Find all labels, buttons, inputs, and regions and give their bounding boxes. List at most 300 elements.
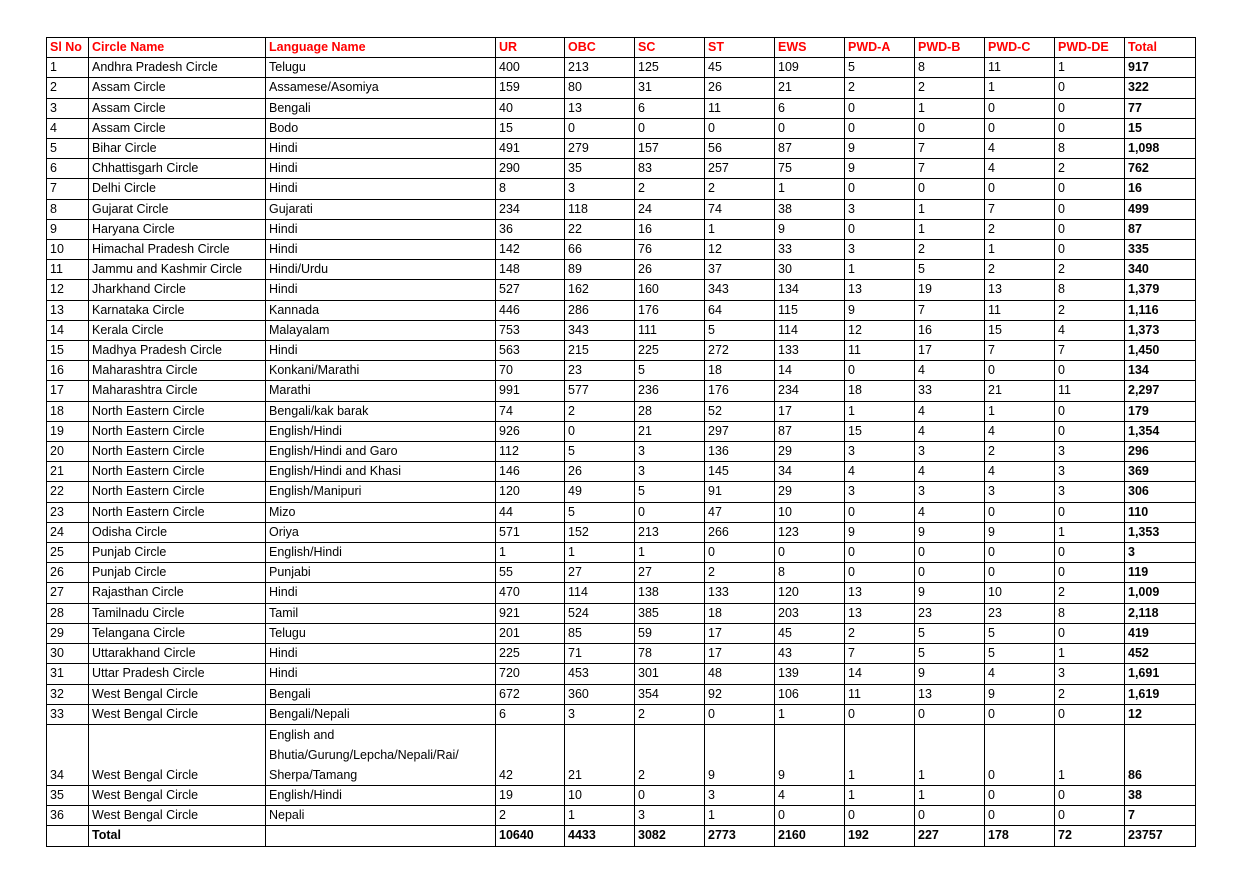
table-cell: 16	[635, 219, 705, 239]
table-cell: 3	[705, 785, 775, 805]
table-cell: 225	[496, 644, 565, 664]
table-cell: 21	[47, 462, 89, 482]
table-cell: 1,379	[1125, 280, 1196, 300]
table-cell: Haryana Circle	[89, 219, 266, 239]
table-cell: 3	[985, 482, 1055, 502]
table-cell: Chhattisgarh Circle	[89, 159, 266, 179]
table-cell: 7	[1125, 806, 1196, 826]
table-cell: 12	[47, 280, 89, 300]
table-cell: 146	[496, 462, 565, 482]
table-cell: 59	[635, 623, 705, 643]
table-cell: 11	[985, 58, 1055, 78]
table-cell: Konkani/Marathi	[266, 361, 496, 381]
table-cell: 7	[915, 139, 985, 159]
table-cell: 1	[775, 179, 845, 199]
table-cell: Madhya Pradesh Circle	[89, 341, 266, 361]
table-cell: 1	[915, 724, 985, 785]
table-cell: 9	[845, 139, 915, 159]
table-cell: 20	[47, 442, 89, 462]
table-cell: North Eastern Circle	[89, 462, 266, 482]
table-cell: 9	[845, 159, 915, 179]
table-cell: 120	[775, 583, 845, 603]
table-cell: 0	[915, 563, 985, 583]
table-cell: 139	[775, 664, 845, 684]
table-cell: 1	[496, 543, 565, 563]
table-cell: 0	[1055, 543, 1125, 563]
table-cell: 134	[775, 280, 845, 300]
table-cell: 201	[496, 623, 565, 643]
table-row	[47, 320, 1196, 340]
table-cell: 14	[47, 320, 89, 340]
table-cell: Malayalam	[266, 320, 496, 340]
table-header-row	[47, 38, 1196, 58]
table-cell: 21	[635, 421, 705, 441]
table-cell: North Eastern Circle	[89, 401, 266, 421]
table-cell: 0	[1055, 240, 1125, 260]
table-cell: West Bengal Circle	[89, 806, 266, 826]
table-cell: 47	[705, 502, 775, 522]
table-cell: 4	[1055, 320, 1125, 340]
table-cell: 215	[565, 341, 635, 361]
table-cell: 15	[985, 320, 1055, 340]
table-cell: 0	[845, 806, 915, 826]
table-cell: 30	[775, 260, 845, 280]
table-cell: 0	[985, 502, 1055, 522]
table-cell: Tamilnadu Circle	[89, 603, 266, 623]
table-cell: 0	[915, 704, 985, 724]
table-cell: 7	[845, 644, 915, 664]
table-cell: 44	[496, 502, 565, 522]
table-cell: 49	[565, 482, 635, 502]
table-cell: 17	[705, 644, 775, 664]
table-cell: Hindi	[266, 179, 496, 199]
table-cell: Karnataka Circle	[89, 300, 266, 320]
table-cell: 753	[496, 320, 565, 340]
table-cell: 18	[705, 361, 775, 381]
table-cell: 66	[565, 240, 635, 260]
table-cell: 5	[915, 644, 985, 664]
total-cell: 227	[915, 826, 985, 846]
table-cell: 89	[565, 260, 635, 280]
table-cell: 4	[47, 118, 89, 138]
table-cell: 3	[635, 442, 705, 462]
table-cell: 3	[635, 462, 705, 482]
table-cell: 27	[565, 563, 635, 583]
table-cell: 4	[915, 462, 985, 482]
table-cell: 0	[1055, 361, 1125, 381]
table-cell: 4	[915, 401, 985, 421]
table-cell: 1,373	[1125, 320, 1196, 340]
table-cell: 400	[496, 58, 565, 78]
table-cell: Bengali/Nepali	[266, 704, 496, 724]
table-cell: Gujarat Circle	[89, 199, 266, 219]
column-header: PWD-B	[915, 38, 985, 58]
table-cell: Bodo	[266, 118, 496, 138]
table-cell: Hindi	[266, 583, 496, 603]
table-row	[47, 623, 1196, 643]
table-cell: 9	[915, 522, 985, 542]
table-cell: English/Hindi	[266, 543, 496, 563]
table-cell: 4	[845, 462, 915, 482]
table-cell: 29	[775, 442, 845, 462]
total-cell: Total	[89, 826, 266, 846]
table-cell: 11	[705, 98, 775, 118]
table-row	[47, 704, 1196, 724]
total-cell: 72	[1055, 826, 1125, 846]
table-cell: 19	[47, 421, 89, 441]
table-row	[47, 401, 1196, 421]
table-cell: 14	[845, 664, 915, 684]
table-cell: 4	[915, 502, 985, 522]
table-cell: 0	[845, 563, 915, 583]
table-cell: 343	[705, 280, 775, 300]
table-cell: 234	[775, 381, 845, 401]
table-cell: West Bengal Circle	[89, 684, 266, 704]
table-cell: 11	[845, 684, 915, 704]
table-cell: Kannada	[266, 300, 496, 320]
table-cell: 26	[705, 78, 775, 98]
table-cell: Hindi	[266, 240, 496, 260]
table-cell: 7	[1055, 341, 1125, 361]
total-cell	[266, 826, 496, 846]
table-cell: 3	[1125, 543, 1196, 563]
table-cell: 1	[1055, 644, 1125, 664]
table-cell: 385	[635, 603, 705, 623]
table-cell: Himachal Pradesh Circle	[89, 240, 266, 260]
table-cell: 9	[775, 219, 845, 239]
table-cell: 0	[845, 98, 915, 118]
table-cell: 35	[47, 785, 89, 805]
table-cell: 2	[1055, 300, 1125, 320]
table-cell: 159	[496, 78, 565, 98]
table-cell: 343	[565, 320, 635, 340]
table-cell: 9	[47, 219, 89, 239]
table-cell: Punjab Circle	[89, 543, 266, 563]
table-cell: 26	[47, 563, 89, 583]
table-cell: 3	[845, 482, 915, 502]
table-cell: 7	[915, 159, 985, 179]
table-cell: 1	[565, 806, 635, 826]
table-cell: 92	[705, 684, 775, 704]
table-cell: 26	[635, 260, 705, 280]
table-cell: Assam Circle	[89, 98, 266, 118]
table-cell: 0	[1055, 401, 1125, 421]
table-cell: 119	[1125, 563, 1196, 583]
table-cell: Hindi	[266, 341, 496, 361]
table-cell: 0	[635, 785, 705, 805]
table-row	[47, 98, 1196, 118]
table-cell: 1,619	[1125, 684, 1196, 704]
table-cell: Hindi	[266, 159, 496, 179]
column-header: UR	[496, 38, 565, 58]
table-cell: 87	[1125, 219, 1196, 239]
table-cell: 18	[845, 381, 915, 401]
table-cell: 106	[775, 684, 845, 704]
table-cell: 0	[915, 806, 985, 826]
table-cell: 35	[565, 159, 635, 179]
table-cell: 0	[1055, 623, 1125, 643]
table-cell: 15	[496, 118, 565, 138]
table-cell: Maharashtra Circle	[89, 381, 266, 401]
table-cell: 8	[496, 179, 565, 199]
table-cell: 0	[565, 118, 635, 138]
table-cell: 29	[775, 482, 845, 502]
table-row	[47, 58, 1196, 78]
vacancy-table	[46, 37, 1196, 847]
total-cell: 23757	[1125, 826, 1196, 846]
table-cell: 322	[1125, 78, 1196, 98]
table-cell: 2	[845, 78, 915, 98]
table-cell: 0	[1055, 563, 1125, 583]
table-cell: 0	[845, 502, 915, 522]
table-cell: 0	[985, 98, 1055, 118]
table-cell: 203	[775, 603, 845, 623]
table-cell: 2,118	[1125, 603, 1196, 623]
table-cell: 1,353	[1125, 522, 1196, 542]
table-cell: 118	[565, 199, 635, 219]
table-cell: 1	[1055, 58, 1125, 78]
table-cell: 13	[47, 300, 89, 320]
table-cell: 0	[985, 563, 1055, 583]
table-cell: 7	[985, 341, 1055, 361]
table-cell: 11	[845, 341, 915, 361]
table-cell: 2	[1055, 583, 1125, 603]
table-cell: 0	[1055, 98, 1125, 118]
table-cell: 419	[1125, 623, 1196, 643]
table-cell: 1	[1055, 724, 1125, 785]
table-cell: 0	[845, 361, 915, 381]
table-cell: 1	[1055, 522, 1125, 542]
table-cell: 0	[1055, 785, 1125, 805]
table-row	[47, 240, 1196, 260]
table-cell: 1	[705, 806, 775, 826]
table-cell: 78	[635, 644, 705, 664]
vacancy-table-container	[46, 37, 1195, 847]
table-row	[47, 300, 1196, 320]
table-cell: 3	[1055, 442, 1125, 462]
table-cell: 152	[565, 522, 635, 542]
table-cell: 335	[1125, 240, 1196, 260]
column-header: SC	[635, 38, 705, 58]
table-row	[47, 724, 1196, 785]
table-cell: 6	[496, 704, 565, 724]
table-cell: 3	[47, 98, 89, 118]
table-cell: Marathi	[266, 381, 496, 401]
table-cell: 0	[985, 785, 1055, 805]
column-header: EWS	[775, 38, 845, 58]
table-cell: 21	[985, 381, 1055, 401]
table-cell: 340	[1125, 260, 1196, 280]
table-cell: 5	[915, 260, 985, 280]
table-cell: 10	[47, 240, 89, 260]
table-row	[47, 462, 1196, 482]
table-cell: 672	[496, 684, 565, 704]
table-cell: 1,116	[1125, 300, 1196, 320]
table-cell: 297	[705, 421, 775, 441]
table-row	[47, 219, 1196, 239]
table-cell: 16	[1125, 179, 1196, 199]
table-cell: 8	[775, 563, 845, 583]
table-cell: West Bengal Circle	[89, 724, 266, 785]
table-cell: 0	[985, 704, 1055, 724]
table-cell: 5	[635, 482, 705, 502]
table-cell: English/Hindi and Garo	[266, 442, 496, 462]
table-cell: 4	[985, 159, 1055, 179]
table-cell: 236	[635, 381, 705, 401]
table-cell: 2	[1055, 260, 1125, 280]
table-cell: English/Hindi	[266, 785, 496, 805]
table-cell: 1	[915, 219, 985, 239]
table-cell: 13	[845, 583, 915, 603]
table-cell: 24	[635, 199, 705, 219]
table-cell: 0	[985, 179, 1055, 199]
table-cell: 266	[705, 522, 775, 542]
table-cell: 160	[635, 280, 705, 300]
table-cell: 6	[47, 159, 89, 179]
table-cell: 80	[565, 78, 635, 98]
table-cell: 24	[47, 522, 89, 542]
table-cell: 9	[845, 300, 915, 320]
table-cell: 22	[565, 219, 635, 239]
table-cell: 0	[775, 806, 845, 826]
table-cell: 4	[985, 664, 1055, 684]
table-cell: 0	[915, 118, 985, 138]
table-cell: 2	[915, 240, 985, 260]
table-cell: 77	[1125, 98, 1196, 118]
table-cell: 43	[775, 644, 845, 664]
table-cell: 0	[1055, 704, 1125, 724]
table-cell: 921	[496, 603, 565, 623]
table-cell: 7	[47, 179, 89, 199]
table-cell: 296	[1125, 442, 1196, 462]
table-cell: 3	[1055, 664, 1125, 684]
table-row	[47, 280, 1196, 300]
total-cell: 2773	[705, 826, 775, 846]
table-cell: 491	[496, 139, 565, 159]
table-cell: 0	[775, 118, 845, 138]
table-cell: Telugu	[266, 623, 496, 643]
table-cell: 9	[915, 664, 985, 684]
total-cell	[47, 826, 89, 846]
table-row	[47, 421, 1196, 441]
table-cell: 1,354	[1125, 421, 1196, 441]
table-cell: 91	[705, 482, 775, 502]
table-cell: 0	[705, 543, 775, 563]
table-cell: 17	[705, 623, 775, 643]
table-cell: 5	[565, 442, 635, 462]
table-cell: 9	[985, 684, 1055, 704]
table-cell: 162	[565, 280, 635, 300]
table-cell: 52	[705, 401, 775, 421]
table-cell: 3	[565, 179, 635, 199]
table-cell: 1,009	[1125, 583, 1196, 603]
table-cell: Tamil	[266, 603, 496, 623]
table-row	[47, 603, 1196, 623]
table-row	[47, 260, 1196, 280]
table-cell: 87	[775, 139, 845, 159]
table-cell: 0	[845, 704, 915, 724]
table-cell: 354	[635, 684, 705, 704]
table-cell: 13	[915, 684, 985, 704]
table-cell: 2	[496, 806, 565, 826]
table-cell: 17	[775, 401, 845, 421]
total-cell: 2160	[775, 826, 845, 846]
table-cell: 30	[47, 644, 89, 664]
table-row	[47, 563, 1196, 583]
table-cell: 0	[565, 421, 635, 441]
table-cell: Hindi	[266, 644, 496, 664]
table-cell: 36	[496, 219, 565, 239]
table-cell: 3	[845, 240, 915, 260]
table-cell: 112	[496, 442, 565, 462]
table-cell: Bengali	[266, 684, 496, 704]
table-cell: Telugu	[266, 58, 496, 78]
table-cell: 37	[705, 260, 775, 280]
table-cell: 1	[635, 543, 705, 563]
table-cell: 0	[1055, 78, 1125, 98]
table-cell: 76	[635, 240, 705, 260]
table-cell: 17	[915, 341, 985, 361]
table-cell: 10	[985, 583, 1055, 603]
table-cell: 26	[565, 462, 635, 482]
table-cell: 1	[915, 785, 985, 805]
table-cell: 114	[775, 320, 845, 340]
table-cell: 234	[496, 199, 565, 219]
table-cell: 38	[775, 199, 845, 219]
table-cell: North Eastern Circle	[89, 502, 266, 522]
table-cell: 48	[705, 664, 775, 684]
table-cell: 369	[1125, 462, 1196, 482]
table-cell: Bengali	[266, 98, 496, 118]
table-cell: 138	[635, 583, 705, 603]
table-cell: 31	[635, 78, 705, 98]
table-cell: 176	[705, 381, 775, 401]
table-cell: English and Bhutia/Gurung/Lepcha/Nepali/Rai/ Sherpa/Tamang	[266, 724, 496, 785]
table-cell: Andhra Pradesh Circle	[89, 58, 266, 78]
table-cell: 3	[635, 806, 705, 826]
table-cell: 74	[496, 401, 565, 421]
table-cell: 0	[1055, 421, 1125, 441]
table-cell: 10	[565, 785, 635, 805]
table-cell: 17	[47, 381, 89, 401]
table-cell: 14	[775, 361, 845, 381]
table-cell: 9	[915, 583, 985, 603]
table-cell: 16	[47, 361, 89, 381]
table-cell: 1	[845, 785, 915, 805]
table-cell: 27	[635, 563, 705, 583]
table-cell: Assam Circle	[89, 78, 266, 98]
table-cell: 134	[1125, 361, 1196, 381]
table-row	[47, 664, 1196, 684]
table-cell: 0	[1055, 806, 1125, 826]
table-cell: 4	[915, 361, 985, 381]
table-cell: 2	[565, 401, 635, 421]
table-cell: 926	[496, 421, 565, 441]
table-cell: 27	[47, 583, 89, 603]
table-cell: 18	[705, 603, 775, 623]
table-row	[47, 583, 1196, 603]
table-cell: West Bengal Circle	[89, 704, 266, 724]
table-cell: 2,297	[1125, 381, 1196, 401]
table-cell: 3	[915, 482, 985, 502]
table-cell: 225	[635, 341, 705, 361]
table-cell: 991	[496, 381, 565, 401]
table-cell: 115	[775, 300, 845, 320]
table-cell: 71	[565, 644, 635, 664]
table-cell: 109	[775, 58, 845, 78]
table-cell: 12	[845, 320, 915, 340]
table-cell: 1	[985, 240, 1055, 260]
